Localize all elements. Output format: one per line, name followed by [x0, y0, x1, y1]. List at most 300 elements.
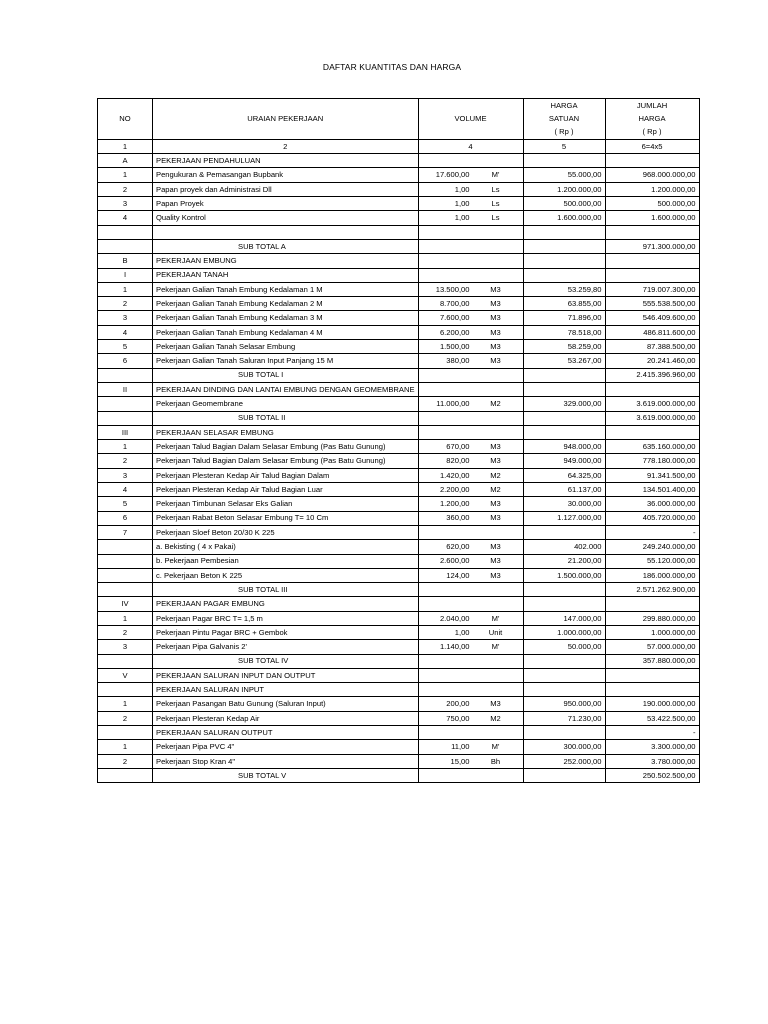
row-volume	[418, 754, 523, 768]
row-total: 190.000.000,00	[605, 697, 699, 711]
row-quantity: 7.600,00	[439, 313, 470, 323]
row-unit-price: 58.259,00	[523, 340, 605, 354]
row-no: III	[98, 425, 153, 439]
row-unit-price: 63.855,00	[523, 297, 605, 311]
row-volume	[418, 454, 523, 468]
row-unit-price	[523, 225, 605, 239]
row-volume	[418, 768, 523, 782]
row-description	[153, 225, 419, 239]
row-unit-price: 71.230,00	[523, 711, 605, 725]
row-no: 6	[98, 511, 153, 525]
row-description: PEKERJAAN TANAH	[153, 268, 419, 282]
table-row	[98, 525, 700, 539]
row-unit: M3	[490, 556, 501, 566]
row-unit-price	[523, 382, 605, 396]
row-quantity: 8.700,00	[439, 299, 470, 308]
row-unit: Unit	[488, 627, 503, 637]
row-description: PEKERJAAN DINDING DAN LANTAI EMBUNG DENGAN GEOMEMBRANE	[153, 382, 419, 396]
section-row	[98, 268, 700, 282]
row-volume	[418, 597, 523, 611]
header-jumlah-line2: HARGA	[605, 112, 699, 125]
row-no: 3	[98, 640, 153, 654]
row-volume	[418, 382, 523, 396]
row-description: Pekerjaan Galian Tanah Selasar Embung	[153, 340, 419, 354]
subtotal-amount: 971.300.000,00	[605, 239, 699, 253]
row-description: Pekerjaan Galian Tanah Embung Kedalaman 2 M	[153, 297, 419, 311]
section-row	[98, 254, 700, 268]
row-quantity: 13.500,00	[435, 284, 470, 294]
table-row	[98, 625, 700, 639]
index-harga: 5	[523, 139, 605, 153]
row-total	[605, 254, 699, 268]
row-quantity: 670,00	[446, 441, 470, 451]
row-no: 4	[98, 483, 153, 497]
row-total: 3.619.000.000,00	[605, 397, 699, 411]
row-no: 3	[98, 197, 153, 211]
row-unit: M'	[491, 170, 500, 180]
row-no: 1	[98, 740, 153, 754]
subtotal-amount: 2.571.262.900,00	[605, 583, 699, 597]
row-quantity: 2.200,00	[439, 484, 470, 494]
row-no: 4	[98, 325, 153, 339]
row-no	[98, 583, 153, 597]
row-volume	[418, 568, 523, 582]
row-quantity: 620,00	[446, 542, 470, 552]
row-total: 3.780.000,00	[605, 754, 699, 768]
row-volume	[418, 425, 523, 439]
subtotal-row	[98, 239, 700, 253]
row-total	[605, 154, 699, 168]
row-description: Pekerjaan Pipa Galvanis 2'	[153, 640, 419, 654]
row-description: Pekerjaan Pintu Pagar BRC + Gembok	[153, 625, 419, 639]
table-row	[98, 640, 700, 654]
row-volume	[418, 640, 523, 654]
row-volume	[418, 282, 523, 296]
row-volume	[418, 211, 523, 225]
section-row	[98, 382, 700, 396]
row-volume	[418, 368, 523, 382]
row-no: 1	[98, 440, 153, 454]
row-total: 57.000.000,00	[605, 640, 699, 654]
subtotal-amount: 3.619.000.000,00	[605, 411, 699, 425]
row-description: Pekerjaan Sloef Beton 20/30 K 225	[153, 525, 419, 539]
row-total	[605, 668, 699, 682]
row-unit: M3	[490, 327, 501, 337]
row-description: PEKERJAAN SALURAN INPUT	[153, 683, 419, 697]
row-volume	[418, 611, 523, 625]
row-volume	[418, 225, 523, 239]
row-unit-price	[523, 726, 605, 740]
row-quantity: 6.200,00	[439, 327, 470, 337]
row-total: 134.501.400,00	[605, 483, 699, 497]
row-volume	[418, 497, 523, 511]
row-unit: M2	[490, 470, 501, 480]
section-row	[98, 726, 700, 740]
row-total: 719.007.300,00	[605, 282, 699, 296]
row-unit-price: 147.000,00	[523, 611, 605, 625]
row-no: 1	[98, 168, 153, 182]
table-row	[98, 325, 700, 339]
row-description: Pekerjaan Galian Tanah Embung Kedalaman 4 M	[153, 325, 419, 339]
row-unit: M3	[490, 513, 501, 523]
row-unit-price	[523, 654, 605, 668]
row-unit-price: 30.000,00	[523, 497, 605, 511]
subtotal-row	[98, 768, 700, 782]
subtotal-label: SUB TOTAL A	[153, 239, 419, 253]
row-description: Pekerjaan Timbunan Selasar Eks Galian	[153, 497, 419, 511]
row-quantity: 124,00	[446, 570, 470, 580]
table-row	[98, 468, 700, 482]
row-no	[98, 397, 153, 411]
table-row	[98, 440, 700, 454]
row-volume	[418, 583, 523, 597]
row-no	[98, 368, 153, 382]
row-volume	[418, 483, 523, 497]
row-quantity: 1.200,00	[439, 499, 470, 509]
row-volume	[418, 540, 523, 554]
header-harga-line1: HARGA	[523, 99, 605, 113]
row-no	[98, 568, 153, 582]
row-quantity: 1.140,00	[439, 642, 470, 652]
row-unit: M3	[490, 699, 501, 709]
row-volume	[418, 311, 523, 325]
row-quantity: 380,00	[446, 356, 470, 366]
row-no: 2	[98, 182, 153, 196]
subtotal-amount: 250.502.500,00	[605, 768, 699, 782]
row-description: Pekerjaan Talud Bagian Dalam Selasar Embung (Pas Batu Gunung)	[153, 440, 419, 454]
row-volume	[418, 740, 523, 754]
row-quantity: 2.040,00	[439, 613, 470, 623]
row-description: Pekerjaan Plesteran Kedap Air Talud Bagian Dalam	[153, 468, 419, 482]
row-description: Pekerjaan Galian Tanah Embung Kedalaman 1 M	[153, 282, 419, 296]
row-no: 3	[98, 468, 153, 482]
row-description: Pekerjaan Stop Kran 4"	[153, 754, 419, 768]
row-volume	[418, 168, 523, 182]
row-total: 1.600.000,00	[605, 211, 699, 225]
row-unit-price: 950.000,00	[523, 697, 605, 711]
row-total: 20.241.460,00	[605, 354, 699, 368]
row-volume	[418, 197, 523, 211]
row-description: PEKERJAAN EMBUNG	[153, 254, 419, 268]
table-row	[98, 354, 700, 368]
row-unit: M3	[490, 284, 501, 294]
row-total: 55.120.000,00	[605, 554, 699, 568]
row-no	[98, 411, 153, 425]
row-unit-price	[523, 411, 605, 425]
row-no: A	[98, 154, 153, 168]
row-no	[98, 225, 153, 239]
row-quantity: 11.000,00	[436, 399, 470, 409]
row-description: PEKERJAAN SELASAR EMBUNG	[153, 425, 419, 439]
row-volume	[418, 711, 523, 725]
row-quantity: 1,00	[454, 213, 470, 223]
table-row	[98, 740, 700, 754]
row-total	[605, 597, 699, 611]
row-unit-price: 71.896,00	[523, 311, 605, 325]
row-total: 1.200.000,00	[605, 182, 699, 196]
table-row	[98, 454, 700, 468]
table-row	[98, 483, 700, 497]
table-row	[98, 554, 700, 568]
row-total: 36.000.000,00	[605, 497, 699, 511]
row-volume	[418, 625, 523, 639]
row-unit-price: 21.200,00	[523, 554, 605, 568]
row-volume	[418, 726, 523, 740]
row-total: -	[605, 726, 699, 740]
row-description: PEKERJAAN PAGAR EMBUNG	[153, 597, 419, 611]
row-no: 2	[98, 754, 153, 768]
row-quantity: 1.500,00	[439, 341, 470, 351]
row-volume	[418, 397, 523, 411]
row-unit: M3	[490, 341, 501, 351]
row-unit-price: 1.127.000,00	[523, 511, 605, 525]
header-no: NO	[98, 112, 153, 125]
row-unit-price	[523, 239, 605, 253]
subtotal-row	[98, 411, 700, 425]
table-row	[98, 297, 700, 311]
row-no	[98, 726, 153, 740]
table-row	[98, 711, 700, 725]
row-volume	[418, 554, 523, 568]
row-description: Pekerjaan Talud Bagian Dalam Selasar Embung (Pas Batu Gunung)	[153, 454, 419, 468]
table-row	[98, 497, 700, 511]
row-unit-price: 300.000,00	[523, 740, 605, 754]
table-row	[98, 340, 700, 354]
row-total: -	[605, 525, 699, 539]
row-description: c. Pekerjaan Beton K 225	[153, 568, 419, 582]
row-total	[605, 225, 699, 239]
row-quantity: 200,00	[446, 699, 470, 709]
row-no: II	[98, 382, 153, 396]
row-volume	[418, 683, 523, 697]
row-no: 3	[98, 311, 153, 325]
header-jumlah-line1: JUMLAH	[605, 99, 699, 113]
row-quantity: 1.420,00	[439, 470, 470, 480]
row-quantity: 17.600,00	[435, 170, 470, 180]
row-volume	[418, 154, 523, 168]
row-total: 405.720.000,00	[605, 511, 699, 525]
row-unit: M3	[490, 542, 501, 552]
row-quantity: 1,00	[454, 184, 470, 194]
header-volume: VOLUME	[418, 112, 523, 125]
row-total: 87.388.500,00	[605, 340, 699, 354]
row-volume	[418, 268, 523, 282]
row-volume	[418, 525, 523, 539]
row-no: 2	[98, 297, 153, 311]
subtotal-label: SUB TOTAL V	[153, 768, 419, 782]
section-row	[98, 597, 700, 611]
table-row	[98, 511, 700, 525]
section-row	[98, 668, 700, 682]
row-description: b. Pekerjaan Pembesian	[153, 554, 419, 568]
subtotal-row	[98, 583, 700, 597]
row-unit-price: 402.000	[523, 540, 605, 554]
row-volume	[418, 468, 523, 482]
row-volume	[418, 325, 523, 339]
row-unit: M'	[491, 613, 500, 623]
row-unit-price	[523, 668, 605, 682]
row-unit-price	[523, 254, 605, 268]
row-total: 546.409.600,00	[605, 311, 699, 325]
row-unit: M2	[490, 399, 501, 409]
row-description: Pekerjaan Plesteran Kedap Air	[153, 711, 419, 725]
row-description: Pekerjaan Pagar BRC T= 1,5 m	[153, 611, 419, 625]
row-quantity: 360,00	[446, 513, 470, 523]
row-unit-price	[523, 683, 605, 697]
row-no: B	[98, 254, 153, 268]
row-description: Pekerjaan Plesteran Kedap Air Talud Bagian Luar	[153, 483, 419, 497]
subtotal-amount: 357.880.000,00	[605, 654, 699, 668]
row-no: I	[98, 268, 153, 282]
row-unit-price: 78.518,00	[523, 325, 605, 339]
row-total: 186.000.000,00	[605, 568, 699, 582]
row-unit-price: 1.000.000,00	[523, 625, 605, 639]
row-volume	[418, 654, 523, 668]
subtotal-label: SUB TOTAL III	[153, 583, 419, 597]
row-total	[605, 425, 699, 439]
table-row	[98, 611, 700, 625]
table-row	[98, 182, 700, 196]
row-total: 555.538.500,00	[605, 297, 699, 311]
row-unit: Ls	[491, 184, 500, 194]
row-unit: M'	[491, 642, 500, 652]
row-total: 299.880.000,00	[605, 611, 699, 625]
table-row	[98, 282, 700, 296]
table-row	[98, 568, 700, 582]
row-unit: M3	[490, 313, 501, 323]
section-row	[98, 425, 700, 439]
row-unit-price	[523, 583, 605, 597]
row-unit: M2	[490, 484, 501, 494]
row-description: Pekerjaan Pasangan Batu Gunung (Saluran Input)	[153, 697, 419, 711]
row-no: 2	[98, 625, 153, 639]
row-total: 1.000.000,00	[605, 625, 699, 639]
subtotal-label: SUB TOTAL IV	[153, 654, 419, 668]
row-no: 1	[98, 697, 153, 711]
row-unit-price: 61.137,00	[523, 483, 605, 497]
row-total: 500.000,00	[605, 197, 699, 211]
row-description: Papan Proyek	[153, 197, 419, 211]
row-unit-price	[523, 525, 605, 539]
row-unit: Bh	[490, 756, 501, 766]
row-unit: M3	[490, 356, 501, 366]
table-row	[98, 311, 700, 325]
row-quantity: 750,00	[446, 713, 470, 723]
row-description: Papan proyek dan Administrasi Dll	[153, 182, 419, 196]
row-unit-price: 949.000,00	[523, 454, 605, 468]
row-unit-price: 500.000,00	[523, 197, 605, 211]
row-volume	[418, 668, 523, 682]
row-volume	[418, 411, 523, 425]
row-volume	[418, 354, 523, 368]
row-quantity: 1,00	[454, 198, 470, 208]
table-row	[98, 225, 700, 239]
row-description: Pengukuran & Pemasangan Bupbank	[153, 168, 419, 182]
row-quantity: 15,00	[450, 756, 470, 766]
row-unit-price	[523, 597, 605, 611]
row-total: 778.180.000,00	[605, 454, 699, 468]
subtotal-row	[98, 654, 700, 668]
row-unit-price	[523, 154, 605, 168]
row-description: Pekerjaan Pipa PVC 4"	[153, 740, 419, 754]
document-title: DAFTAR KUANTITAS DAN HARGA	[322, 62, 462, 72]
row-unit: M2	[490, 713, 501, 723]
row-no: 6	[98, 354, 153, 368]
row-volume	[418, 340, 523, 354]
index-volume: 4	[418, 139, 523, 153]
row-no: 2	[98, 454, 153, 468]
row-unit: Ls	[491, 213, 500, 223]
header-jumlah-line3: ( Rp )	[605, 126, 699, 140]
index-uraian: 2	[153, 139, 419, 153]
row-quantity: 1,00	[454, 627, 470, 637]
row-no: 1	[98, 282, 153, 296]
header-harga-line3: ( Rp )	[523, 126, 605, 140]
row-no	[98, 683, 153, 697]
row-total: 249.240.000,00	[605, 540, 699, 554]
row-total: 3.300.000,00	[605, 740, 699, 754]
subtotal-amount: 2.415.396.960,00	[605, 368, 699, 382]
row-unit: M3	[490, 570, 501, 580]
row-unit-price: 1.500.000,00	[523, 568, 605, 582]
row-unit-price	[523, 768, 605, 782]
row-unit-price	[523, 368, 605, 382]
row-unit: M3	[490, 456, 501, 466]
section-row	[98, 154, 700, 168]
row-description: Quality Kontrol	[153, 211, 419, 225]
row-unit-price: 329.000,00	[523, 397, 605, 411]
row-volume	[418, 697, 523, 711]
row-description: PEKERJAAN SALURAN INPUT DAN OUTPUT	[153, 668, 419, 682]
row-total: 486.811.600,00	[605, 325, 699, 339]
row-unit-price: 55.000,00	[523, 168, 605, 182]
row-unit-price	[523, 425, 605, 439]
index-jumlah: 6=4x5	[605, 139, 699, 153]
row-unit: Ls	[491, 198, 500, 208]
row-unit-price: 53.267,00	[523, 354, 605, 368]
table-row	[98, 697, 700, 711]
row-no: IV	[98, 597, 153, 611]
row-unit-price: 252.000,00	[523, 754, 605, 768]
section-row	[98, 683, 700, 697]
row-no: 5	[98, 340, 153, 354]
row-no: 5	[98, 497, 153, 511]
row-unit-price: 64.325,00	[523, 468, 605, 482]
row-no	[98, 554, 153, 568]
table-row	[98, 197, 700, 211]
row-no	[98, 768, 153, 782]
subtotal-row	[98, 368, 700, 382]
row-no	[98, 239, 153, 253]
row-description: PEKERJAAN PENDAHULUAN	[153, 154, 419, 168]
row-unit-price: 53.259,80	[523, 282, 605, 296]
row-no	[98, 654, 153, 668]
row-description: Pekerjaan Rabat Beton Selasar Embung T= 10 Cm	[153, 511, 419, 525]
row-unit: M3	[490, 499, 501, 509]
row-volume	[418, 254, 523, 268]
row-volume	[418, 297, 523, 311]
row-total	[605, 268, 699, 282]
row-quantity: 2.600,00	[439, 556, 470, 566]
subtotal-label: SUB TOTAL I	[153, 368, 419, 382]
row-volume	[418, 440, 523, 454]
row-unit-price	[523, 268, 605, 282]
header-harga-line2: SATUAN	[523, 112, 605, 125]
table-row	[98, 540, 700, 554]
row-unit: M'	[491, 742, 500, 752]
subtotal-label: SUB TOTAL II	[153, 411, 419, 425]
row-unit-price: 948.000,00	[523, 440, 605, 454]
